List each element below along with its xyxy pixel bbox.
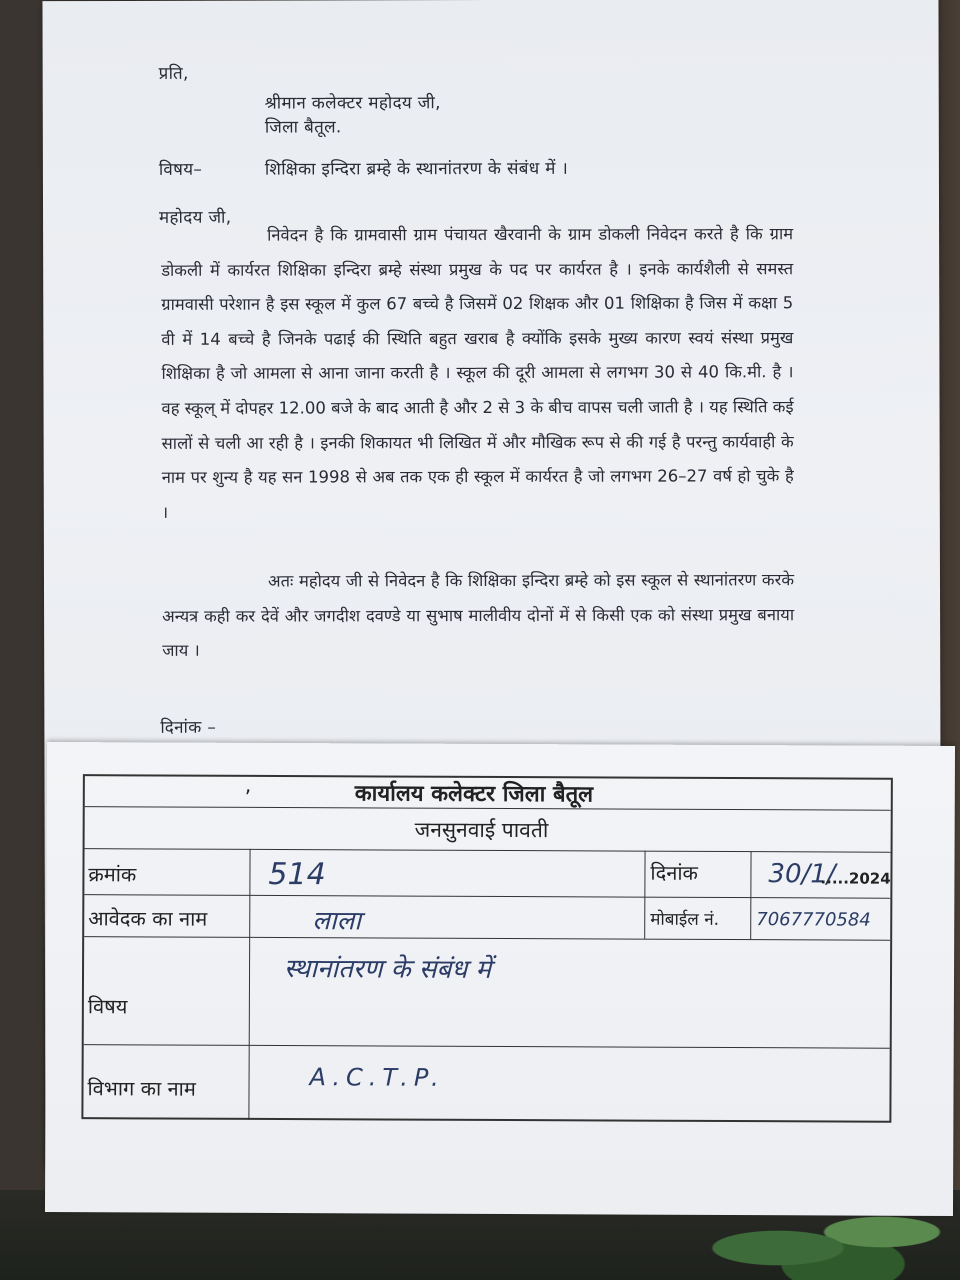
rule [750, 851, 751, 939]
body-paragraph-2: अतः महोदय जी से निवेदन है कि शिक्षिका इन्दिरा ब्रम्हे को इस स्कूल से स्थानांतरण करके अन्यत्र कही कर देवें और जगदीश दवण्डे या सुभाष मालीवीय दोनों में से किसी एक को संस्था प्रमुख बनाया जाय । [162, 570, 795, 661]
receipt-date-label: दिनांक [650, 860, 698, 885]
body-paragraph-1: निवेदन है कि ग्रामवासी ग्राम पंचायत खैरवानी के ग्राम डोकली निवेदन करते है कि ग्राम डोकली में कार्यरत शिक्षिका इन्दिरा ब्रम्हे संस्था प्रमुख के पद पर कार्यरत है । इनके कार्यशैली से समस्त ग्रामवासी परेशान है इस स्कूल में कुल 67 बच्चे है जिसमें 02 शिक्षक और 01 शिक्षिका है जिस में कक्षा 5 वी में 14 बच्चे है जिनके पढाई की स्थिति बहुत खराब है क्योंकि इसके मुख्य कारण स्वयं संस्था प्रमुख शिक्षिका है जो आमला से आना जाना करती है । स्कूल की दूरी आमला से लगभग 30 से 40 कि.मी. है । वह स्कूल् में दोपहर 12.00 बजे के बाद आती है और 2 से 3 के बीच वापस चली जाती है । यह स्थिति कई सालों से चली आ रही है । इनकी शिकायत भी लिखित में और मौखिक रूप से की गई है परन्तु कार्यवाही के नाम पर शुन्य है यह सन 1998 से अब तक एक ही स्कूल में कार्यरत है जो लगभग 26–27 वर्ष हो चुके है । [161, 224, 794, 522]
rule [644, 851, 645, 939]
applicant-value: लाला [312, 906, 362, 937]
subject-row-label: विषय [87, 994, 128, 1019]
addressee-line2: जिला बैतूल. [264, 117, 342, 138]
department-value: A.C.T.P. [309, 1063, 445, 1092]
subject-text: शिक्षिका इन्दिरा ब्रम्हे के स्थानांतरण के संबंध में । [264, 158, 569, 180]
subject-label: विषय– [158, 159, 203, 180]
rule [84, 1044, 890, 1049]
rule [84, 894, 890, 899]
receipt-table [81, 774, 892, 1123]
department-label: विभाग का नाम [87, 1076, 196, 1101]
addressee-line1: श्रीमान कलेक्टर महोदय जी, [264, 93, 441, 114]
serial-value: 514 [268, 856, 326, 893]
office-title: कार्यालय कलेक्टर जिला बैतूल [354, 781, 594, 808]
receipt-title: जनसुनवाई पावती [414, 817, 549, 843]
serial-label: क्रमांक [88, 862, 137, 887]
subject-row-value: स्थानांतरण के संबंध में [283, 954, 492, 985]
greeting: महोदय जी, [159, 207, 232, 228]
receipt-slip [45, 742, 955, 1216]
rule [248, 849, 250, 1120]
receipt-date-handwritten: 30/1/ [768, 859, 836, 890]
stray-mark: , [244, 772, 252, 797]
receipt-date-year: .....2024 [820, 869, 891, 888]
letter-date-label: दिनांक – [160, 717, 217, 738]
salutation-to: प्रति, [158, 63, 189, 84]
mobile-value: 7067770584 [756, 909, 871, 931]
applicant-label: आवेदक का नाम [88, 906, 208, 931]
rule [84, 936, 890, 941]
rule [85, 848, 891, 853]
mobile-label: मोबाईल नं. [650, 909, 720, 930]
